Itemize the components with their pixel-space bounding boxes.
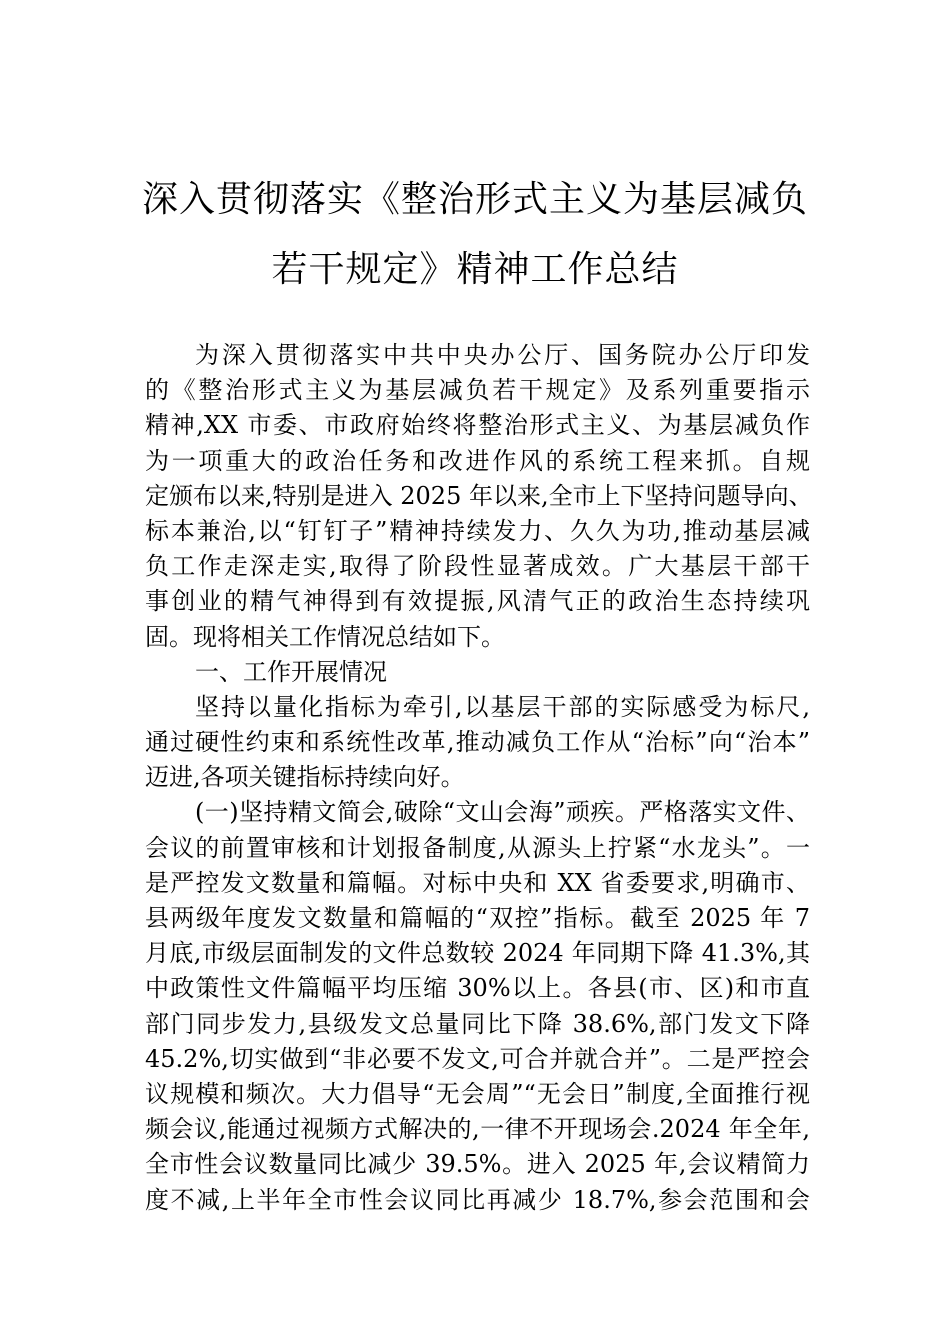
document-title-line-1: 深入贯彻落实《整治形式主义为基层减负 [141, 179, 808, 220]
body-text-line: 的《整治形式主义为基层减负若干规定》及系列重要指示 [145, 376, 810, 405]
body-text-line: 县两级年度发文数量和篇幅的“双控”指标。截至 2025 年 7 [145, 904, 810, 932]
body-text-line: 通过硬性约束和系统性改革,推动减负工作从“治标”向“治本” [145, 728, 810, 757]
body-text-line: 全市性会议数量同比减少 39.5%。进入 2025 年,会议精简力 [145, 1150, 810, 1179]
body-text-line: 频会议,能通过视频方式解决的,一律不开现场会.2024 年全年, [145, 1115, 810, 1144]
body-text-line: 中政策性文件篇幅平均压缩 30%以上。各县(市、区)和市直 [145, 974, 810, 1003]
body-text-line: 是严控发文数量和篇幅。对标中央和 XX 省委要求,明确市、 [145, 868, 810, 897]
document-body [145, 338, 813, 1218]
body-text-line: 部门同步发力,县级发文总量同比下降 38.6%,部门发文下降 [145, 1009, 810, 1038]
body-text-line: 议规模和频次。大力倡导“无会周”“无会日”制度,全面推行视 [145, 1079, 810, 1108]
body-text-line: 45.2%,切实做到“非必要不发文,可合并就合并”。二是严控会 [145, 1044, 810, 1073]
body-text-line: 一、工作开展情况 [195, 657, 387, 686]
body-text-line: 迈进,各项关键指标持续向好。 [145, 763, 465, 792]
body-text-line: 定颁布以来,特别是进入 2025 年以来,全市上下坚持问题导向、 [145, 481, 813, 510]
body-text-line: 坚持以量化指标为牵引,以基层干部的实际感受为标尺, [195, 692, 810, 721]
body-text-line: 度不减,上半年全市性会议同比再减少 18.7%,参会范围和会 [145, 1185, 810, 1214]
document-title-line-2: 若干规定》精神工作总结 [271, 249, 679, 290]
body-text-line: 会议的前置审核和计划报备制度,从源头上拧紧“水龙头”。一 [145, 833, 810, 862]
body-text-line: 负工作走深走实,取得了阶段性显著成效。广大基层干部干 [145, 552, 810, 581]
body-text-line: 月底,市级层面制发的文件总数较 2024 年同期下降 41.3%,其 [145, 939, 810, 968]
body-text-line: 事创业的精气神得到有效提振,风清气正的政治生态持续巩 [145, 587, 810, 616]
body-text-line: 为一项重大的政治任务和改进作风的系统工程来抓。自规 [145, 446, 810, 475]
body-text-line: 固。现将相关工作情况总结如下。 [145, 622, 505, 651]
body-text-line: (一)坚持精文简会,破除“文山会海”顽疾。严格落实文件、 [195, 798, 810, 827]
body-text-line: 标本兼治,以“钉钉子”精神持续发力、久久为功,推动基层减 [145, 516, 810, 545]
body-text-line: 精神,XX 市委、市政府始终将整治形式主义、为基层减负作 [145, 411, 810, 440]
body-text-line: 为深入贯彻落实中共中央办公厅、国务院办公厅印发 [195, 341, 810, 369]
